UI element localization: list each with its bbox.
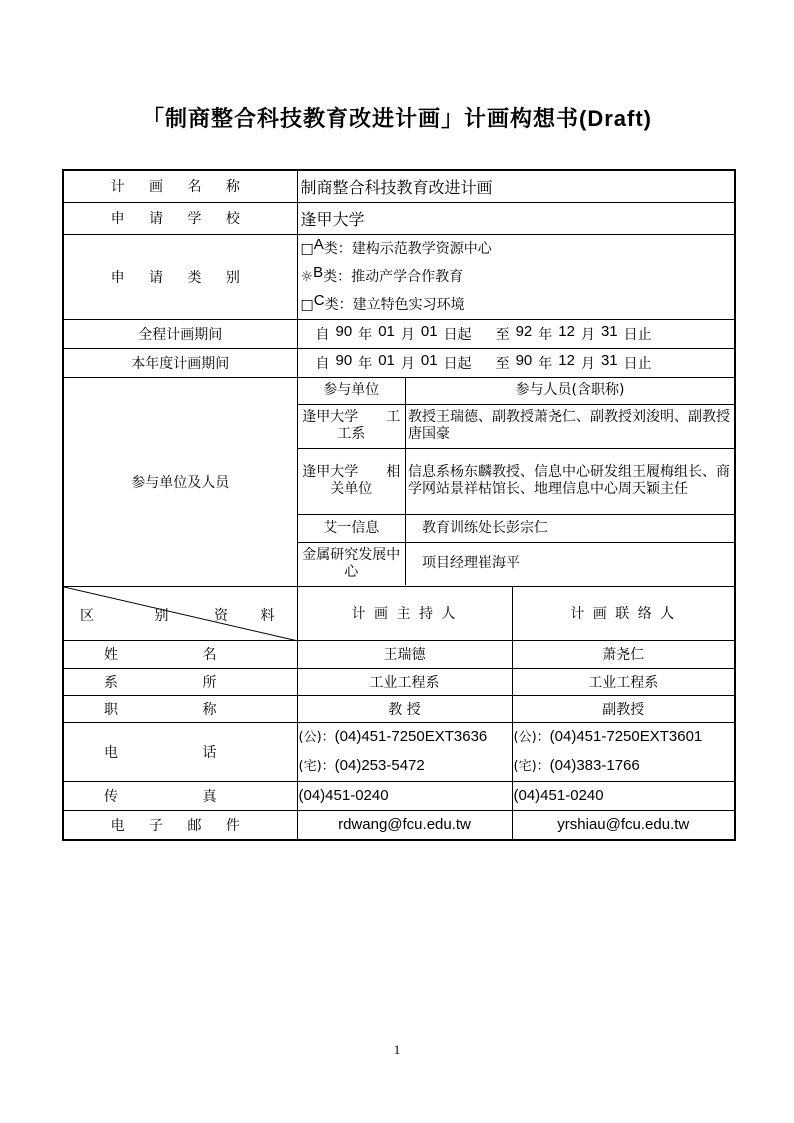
- host-title: 教 授: [297, 695, 512, 722]
- school-label: 申 请 学 校: [63, 202, 297, 234]
- participants-subtable-cell: [297, 377, 735, 586]
- category-row: [63, 234, 735, 319]
- host-name: 王瑞德: [297, 640, 512, 668]
- participant-row: 艾一信息 教育训练处长彭宗仁: [298, 514, 735, 542]
- dept-row: 系 所 工业工程系 工业工程系: [63, 668, 735, 695]
- liaison-title: 副教授: [512, 695, 735, 722]
- phone-row: 电 话 (公)：(04)451-7250EXT3636 (宅)：(04)253-5472 (公)：(04)451-7250EXT3601 (宅)：(04)383-1766: [63, 722, 735, 781]
- corner-left-label: 区 别: [80, 607, 197, 624]
- checkbox-icon: □: [300, 240, 314, 257]
- year-period-label: 本年度计画期间: [63, 348, 297, 377]
- participants-header-row: [298, 378, 735, 404]
- full-period-label: 全程计画期间: [63, 319, 297, 348]
- category-option-a[interactable]: □A类：建构示范教学资源中心: [300, 235, 492, 257]
- liaison-dept: 工业工程系: [512, 668, 735, 695]
- participants-label: 参与单位及人员: [63, 377, 297, 586]
- title-main: 「制商整合科技教育改进计画」计画构想书: [141, 107, 579, 132]
- proposal-form-table: [62, 169, 736, 841]
- corner-cell: [63, 586, 297, 640]
- host-fax: (04)451-0240: [297, 781, 512, 810]
- page-title: [0, 102, 794, 133]
- plan-name-label: 计 画 名 称: [63, 170, 297, 202]
- corner-right-label: 资 料: [214, 607, 289, 624]
- category-option-b[interactable]: ☼B类：推动产学合作教育: [300, 263, 464, 285]
- full-period-dates: 自 90 年 01 月 01 日起 至 92 年 12 月 31 日止: [297, 319, 735, 348]
- col-liaison-header: 计 画 联 络 人: [512, 586, 735, 640]
- participant-row: 金属研究发展中心 项目经理崔海平: [298, 542, 735, 585]
- participants-subtable: [298, 378, 735, 585]
- host-email[interactable]: rdwang@fcu.edu.tw: [297, 810, 512, 840]
- school-value: 逢甲大学: [297, 202, 735, 234]
- host-phone: (公)：(04)451-7250EXT3636 (宅)：(04)253-5472: [297, 722, 512, 781]
- category-option-c[interactable]: □C类：建立特色实习环境: [300, 291, 465, 313]
- full-period-row: [63, 319, 735, 348]
- host-dept: 工业工程系: [297, 668, 512, 695]
- contact-header-row: [63, 586, 735, 640]
- year-period-dates: 自 90 年 01 月 01 日起 至 90 年 12 月 31 日止: [297, 348, 735, 377]
- fax-row: 传 真 (04)451-0240 (04)451-0240: [63, 781, 735, 810]
- title-draft: (Draft): [579, 106, 652, 131]
- liaison-phone: (公)：(04)451-7250EXT3601 (宅)：(04)383-1766: [512, 722, 735, 781]
- name-row: 姓 名 王瑞德 萧尧仁: [63, 640, 735, 668]
- col-people-header: 参与人员(含职称): [406, 378, 735, 404]
- page-number: 1: [393, 1042, 401, 1057]
- participant-row: 逢甲大学 工工系 教授王瑞德、副教授萧尧仁、副教授刘浚明、副教授唐国豪: [298, 404, 735, 448]
- col-unit-header: 参与单位: [298, 378, 406, 404]
- liaison-fax: (04)451-0240: [512, 781, 735, 810]
- participant-row: 逢甲大学 相关单位 信息系杨东麟教授、信息中心研发组王履梅组长、商学网站景祥枯馆长、地理信息中心周天颖主任: [298, 448, 735, 514]
- plan-name-row: [63, 170, 735, 202]
- school-row: [63, 202, 735, 234]
- col-host-header: 计 画 主 持 人: [297, 586, 512, 640]
- year-period-row: [63, 348, 735, 377]
- liaison-email[interactable]: yrshiau@fcu.edu.tw: [512, 810, 735, 840]
- sun-mark-icon: ☼: [300, 268, 314, 285]
- checkbox-icon: □: [300, 296, 314, 313]
- category-label: 申 请 类 别: [63, 234, 297, 319]
- plan-name-value: 制商整合科技教育改进计画: [297, 170, 735, 202]
- liaison-name: 萧尧仁: [512, 640, 735, 668]
- email-row: 电 子 邮 件 rdwang@fcu.edu.tw yrshiau@fcu.edu.tw: [63, 810, 735, 840]
- participants-row: [63, 377, 735, 586]
- job-title-row: 职 称 教 授 副教授: [63, 695, 735, 722]
- category-options: [297, 234, 735, 319]
